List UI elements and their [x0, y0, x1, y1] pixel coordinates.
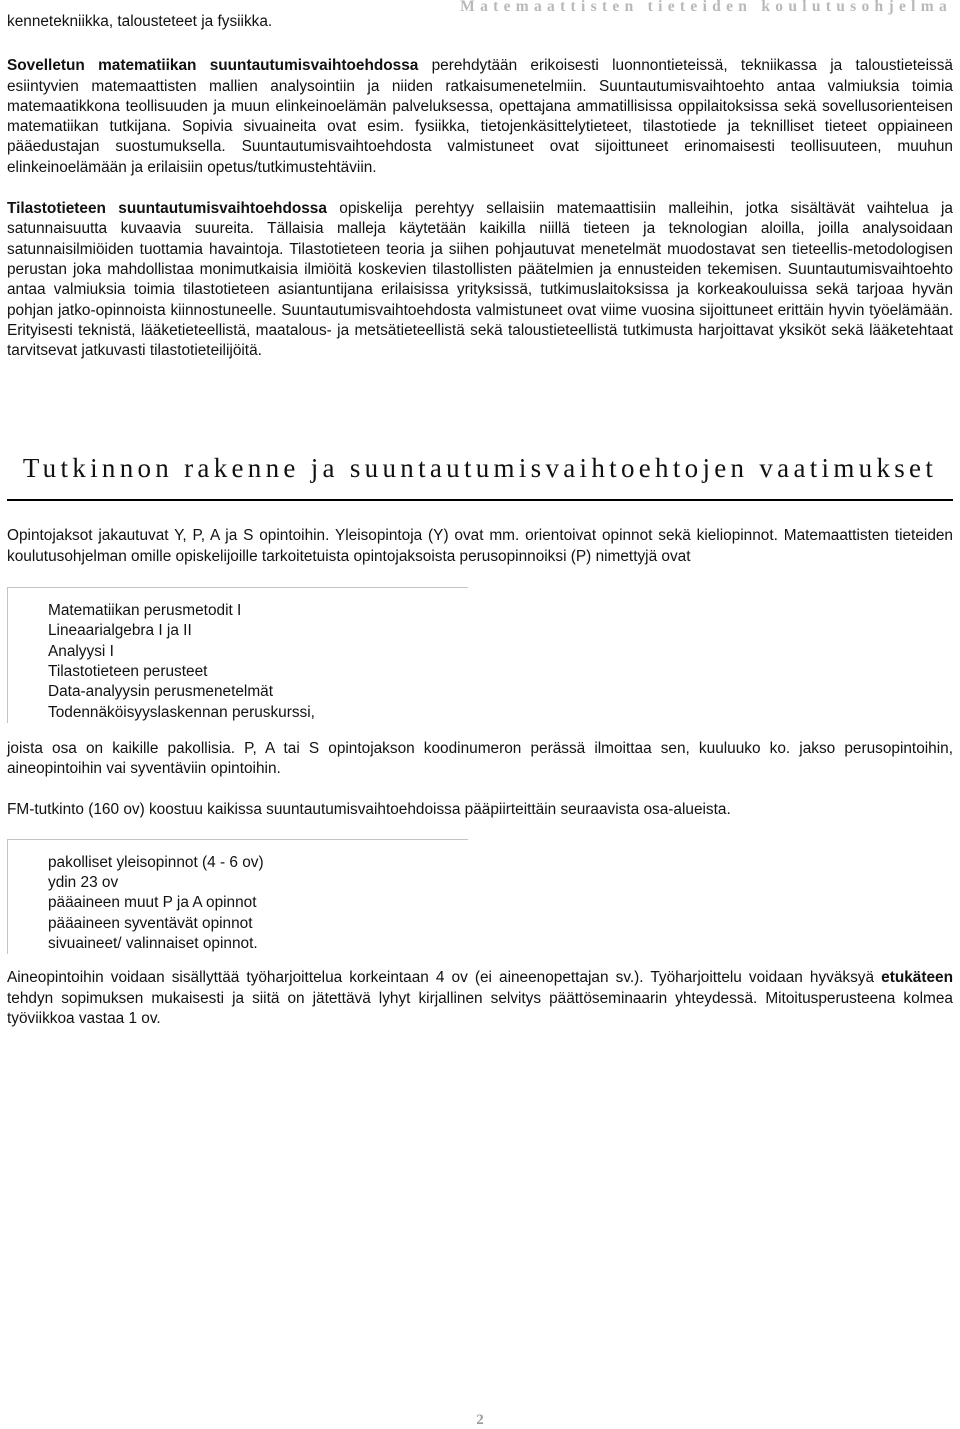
- internship-paragraph: [7, 968, 953, 1029]
- courses-paragraph: Opintojaksot jakautuvat Y, P, A ja S opintoihin. Yleisopintoja (Y) ovat mm. orientoivat opinnot sekä kieliopinnot. Matemaattisten tieteiden koulutusohjelman omille opiskelijoille tarkoitetuista opintojaksoista perusopinnoiksi (P) nimettyjä ovat: [7, 527, 953, 565]
- statistics-text: opiskelija perehtyy sellaisiin matemaattisiin malleihin, jotka sisältävät vaihtelua ja satunnaisuutta kuvaavia suureita. Tällaisia malleja käytetään kaikilla niillä tieteen ja teknologian aloilla, joilla analysoidaan satunnaisilmiöiden tuottamia havaintoja. Tilastotieteen teoria ja siihen pohjautuvat menetelmät muodostavat sen tieteellis-metodologisen perustan joka mahdollistaa monimutkaisia ilmiöitä koskevien tilastollisten päätelmien ja ennusteiden tekemisen. Suuntautumisvaihtoehto antaa valmiuksia toimia tilastotieteen asiantuntijana erilaisissa yrityksissä, tutkimuslaitoksissa ja korkeakouluissa sekä tarjoaa hyvän pohjan jatko-opinnoista kiinnostuneelle. Suuntautumisvaihtoehdosta valmistuneet ovat viime vuosina sijoittuneet erittäin hyvin työelämään. Erityisesti teknistä, lääketieteellistä, maatalous- ja metsätieteellistä sekä taloustieteellistä tutkimusta harjoittavat yksiköt sekä lääketehtaat tarvitsevat jatkuvasti tilastotieteilijöitä.: [7, 200, 953, 360]
- basic-courses-list: [7, 587, 468, 723]
- internship-emphasis: etukäteen: [881, 969, 953, 987]
- list-item: pääaineen syventävät opinnot: [48, 914, 253, 932]
- section-heading: Tutkinnon rakenne ja suuntautumisvaihtoehtojen vaatimukset: [22, 453, 938, 484]
- list-item: ydin 23 ov: [48, 874, 119, 892]
- intro-fragment: kennetekniikka, talousteteet ja fysiikka.: [7, 13, 273, 30]
- internship-text-start: Aineopintoihin voidaan sisällyttää työharjoittelua korkeintaan 4 ov (ei aineenopettajan sv.). Työharjoittelu voidaan hyväksyä: [7, 969, 882, 987]
- list-item: pääaineen muut P ja A opinnot: [48, 894, 257, 912]
- statistics-paragraph: [7, 199, 953, 361]
- statistics-term: Tilastotieteen suuntautumisvaihtoehdossa: [7, 200, 327, 218]
- list-item: Analyysi I: [48, 642, 114, 660]
- list-item: Matematiikan perusmetodit I: [48, 602, 242, 620]
- list-item: Data-analyysin perusmenetelmät: [48, 683, 273, 701]
- degree-parts-list: [7, 839, 468, 954]
- internship-text-end: tehdyn sopimuksen mukaisesti ja siitä on jätettävä lyhyt kirjallinen selvitys päättöseminaarin yhteydessä. Mitoitusperusteena kolmea työviikkoa vastaa 1 ov.: [7, 989, 953, 1027]
- course-codes-paragraph: joista osa on kaikille pakollisia. P, A tai S opintojakson koodinumeron perässä ilmoittaa sen, kuuluuko ko. jakso perusopintoihin, aineopintoihin vai syventäviin opintoihin.: [7, 739, 953, 778]
- list-item: Todennäköisyyslaskennan peruskurssi,: [48, 703, 315, 721]
- list-item: Tilastotieteen perusteet: [48, 662, 208, 680]
- list-item: Lineaarialgebra I ja II: [48, 622, 192, 640]
- section-rule: [7, 499, 953, 501]
- list-item: pakolliset yleisopinnot (4 - 6 ov): [48, 853, 264, 871]
- document-body: [7, 12, 953, 1029]
- degree-paragraph: FM-tutkinto (160 ov) koostuu kaikissa suuntautumisvaihtoehdoissa pääpiirteittäin seuraavista osa-alueista.: [7, 801, 731, 819]
- list-item: sivuaineet/ valinnaiset opinnot.: [48, 934, 258, 952]
- running-header: Matemaattisten tieteiden koulutusohjelma: [460, 0, 952, 15]
- applied-math-paragraph: [7, 56, 953, 178]
- applied-math-term: Sovelletun matematiikan suuntautumisvaihtoehdossa: [7, 57, 419, 75]
- applied-math-text: perehdytään erikoisesti luonnontieteissä, tekniikassa ja taloustieteissä esiintyvien matemaattisten mallien analysointiin ja niiden ratkaisumenetelmiin. Suuntautumisvaihtoehto antaa valmiuksia toimia matemaatikkona teollisuuden ja muun elinkeinoelämän palveluksessa, opettajana ammatillisissa oppilaitoksissa sekä sovellusorienteisen matematiikan tutkijana. Sopivia sivuaineita ovat esim. fysiikka, tietojenkäsittelytieteet, tilastotiede ja teknilliset tieteet oppiaineen pääedustajan suostumuksella. Suuntautumisvaihtoehdosta valmistuneet ovat sijoittuneet erinomaisesti teollisuuteen, muuhun elinkeinoelämään ja erilaisiin opetus/tutkimustehtäviin.: [7, 57, 953, 176]
- page-number: 2: [476, 1412, 484, 1428]
